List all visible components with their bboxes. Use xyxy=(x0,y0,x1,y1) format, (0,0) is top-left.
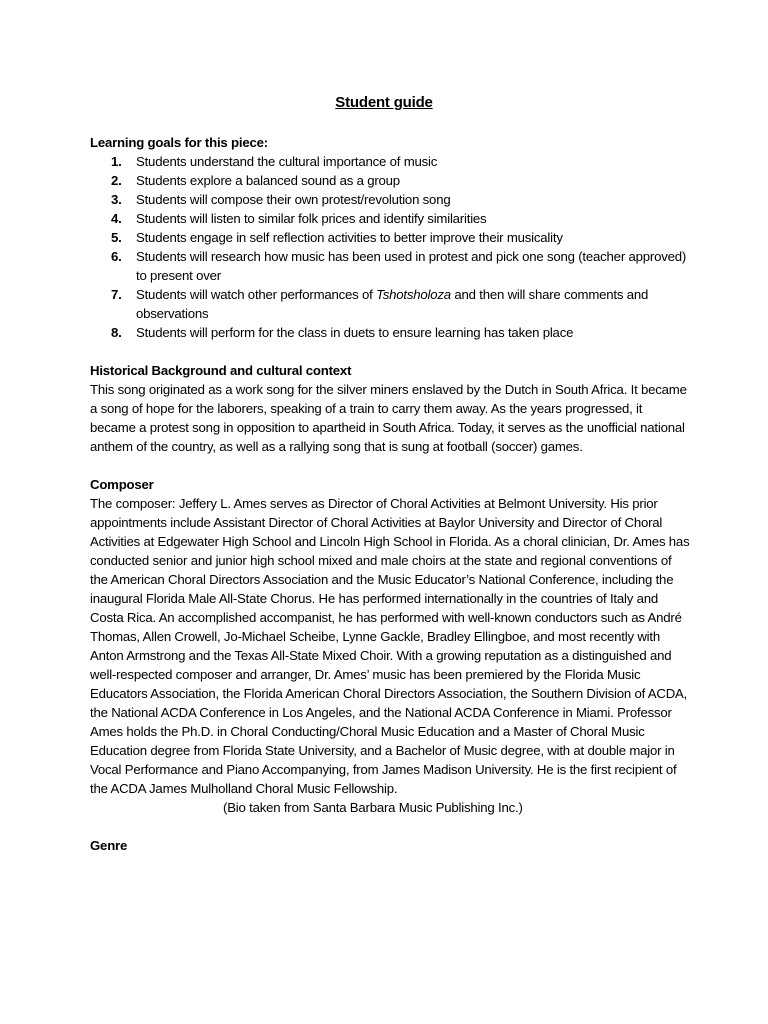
song-title-italic: Tshotsholoza xyxy=(376,287,451,302)
goal-text: Students explore a balanced sound as a group xyxy=(136,173,400,188)
composer-paragraph: The composer: Jeffery L. Ames serves as Director of Choral Activities at Belmont University. His prior appointments include Assistant Director of Choral Activities at Baylor University and Director of Choral Activities at Edgewater High School and Lincoln High School in Florida. As a choral clinician, Dr. Ames has conducted senior and junior high school mixed and male choirs at the state and regional conventions of the American Choral Directors Association and the Music Educator’s National Conference, including the inaugural Florida Male All-State Chorus. He has performed internationally in the countries of Italy and Costa Rica. An accomplished accompanist, he has performed with well-known conductors such as André Thomas, Allen Crowell, Jo-Michael Scheibe, Lynne Gackle, Bradley Ellingboe, and most recently with Anton Armstrong and the Texas All-State Mixed Choir. With a growing reputation as a distinguished and well-respected composer and arranger, Dr. Ames’ music has been premiered by the Florida Music Educators Association, the Florida American Choral Directors Association, the Southern Division of ACDA, the National ACDA Conference in Los Angeles, and the National ACDA Conference in Miami. Professor Ames holds the Ph.D. in Choral Conducting/Choral Music Education and a Master of Choral Music Education degree from Florida State University, and a Bachelor of Music degree, with at double major in Vocal Performance and Piano Accompanying, from James Madison University. He is the first recipient of the ACDA James Mulholland Choral Music Fellowship. xyxy=(90,496,690,796)
genre-heading: Genre xyxy=(90,838,128,853)
goal-item xyxy=(90,190,690,209)
goal-text: Students will research how music has been used in protest and pick one song (teacher approved) to present over xyxy=(136,249,687,283)
goal-number: 8. xyxy=(111,325,122,340)
goals-heading: Learning goals for this piece: xyxy=(90,135,268,150)
history-paragraph: This song originated as a work song for the silver miners enslaved by the Dutch in South Africa. It became a song of hope for the laborers, speaking of a train to carry them away. As the years progressed, it became a protest song in opposition to apartheid in South Africa. Today, it serves as the unofficial national anthem of the country, as well as a rallying song that is sung at football (soccer) games. xyxy=(90,382,687,454)
goal-text-start: Students will watch other performances of xyxy=(136,287,377,302)
goal-number: 3. xyxy=(111,192,122,207)
goal-item xyxy=(90,247,690,285)
history-heading: Historical Background and cultural context xyxy=(90,363,352,378)
goal-text-end: and then will share comments and observations xyxy=(136,287,649,321)
goal-item xyxy=(90,171,690,190)
goal-text: Students engage in self reflection activities to better improve their musicality xyxy=(136,230,563,245)
goal-item xyxy=(90,323,690,342)
page-title: Student guide xyxy=(335,94,433,111)
goal-text: Students will compose their own protest/revolution song xyxy=(136,192,451,207)
goal-number: 1. xyxy=(111,154,122,169)
goal-text: Students will listen to similar folk prices and identify similarities xyxy=(136,211,487,226)
goal-item xyxy=(90,209,690,228)
goal-item xyxy=(90,152,690,171)
goals-list xyxy=(90,152,690,342)
composer-heading: Composer xyxy=(90,477,154,492)
goal-text: Students understand the cultural importance of music xyxy=(136,154,438,169)
goal-text: Students will perform for the class in duets to ensure learning has taken place xyxy=(136,325,574,340)
goal-number: 4. xyxy=(111,211,122,226)
goal-item xyxy=(90,228,690,247)
goal-number: 7. xyxy=(111,287,122,302)
bio-credit: (Bio taken from Santa Barbara Music Publishing Inc.) xyxy=(223,800,523,815)
goal-number: 6. xyxy=(111,249,122,264)
document-body xyxy=(90,133,690,855)
goal-item xyxy=(90,285,690,323)
goal-number: 2. xyxy=(111,173,122,188)
goal-number: 5. xyxy=(111,230,122,245)
